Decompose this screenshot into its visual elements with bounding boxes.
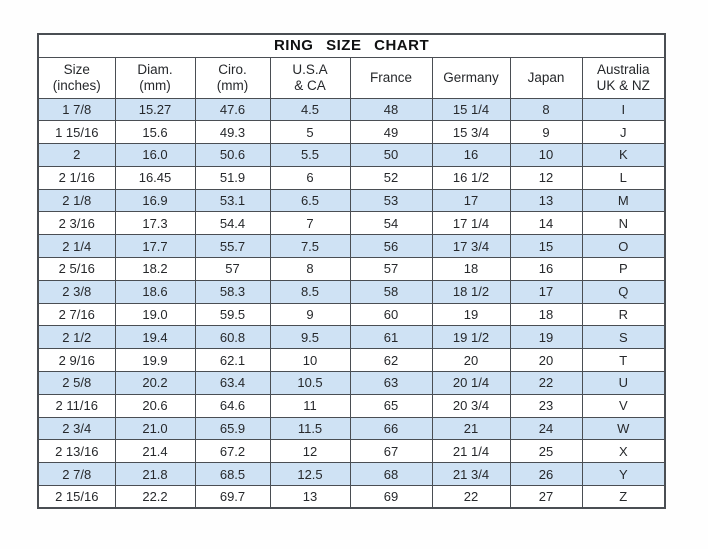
ring-size-chart-table (37, 33, 666, 509)
table-cell: 5.5 (270, 144, 350, 167)
table-cell: 18 1/2 (432, 280, 510, 303)
table-cell: 58.3 (195, 280, 270, 303)
table-cell: 1 15/16 (38, 121, 115, 144)
table-row (38, 349, 665, 372)
column-header-line1: Germany (443, 69, 499, 85)
column-header-line2: (mm) (216, 77, 249, 93)
table-cell: 53 (350, 189, 432, 212)
page-title: RING SIZE CHART (38, 34, 665, 57)
table-title-row (38, 34, 665, 57)
table-cell: 2 1/16 (38, 166, 115, 189)
column-header-line1: Size (63, 61, 90, 77)
table-cell: 2 5/8 (38, 372, 115, 395)
column-header-line2: UK & NZ (596, 77, 650, 93)
table-row (38, 486, 665, 509)
table-cell: W (582, 417, 665, 440)
table-cell: 18.6 (115, 280, 195, 303)
table-cell: 24 (510, 417, 582, 440)
table-cell: 68 (350, 463, 432, 486)
table-cell: 50 (350, 144, 432, 167)
table-cell: 8.5 (270, 280, 350, 303)
table-cell: 2 1/2 (38, 326, 115, 349)
table-cell: 21.4 (115, 440, 195, 463)
table-cell: 2 13/16 (38, 440, 115, 463)
table-cell: 20.6 (115, 394, 195, 417)
table-cell: 2 7/16 (38, 303, 115, 326)
column-header-size-inches (38, 57, 115, 98)
table-cell: 57 (350, 258, 432, 281)
table-cell: 21 3/4 (432, 463, 510, 486)
table-cell: 25 (510, 440, 582, 463)
table-cell: 68.5 (195, 463, 270, 486)
table-cell: J (582, 121, 665, 144)
table-cell: 15.6 (115, 121, 195, 144)
table-cell: O (582, 235, 665, 258)
table-cell: 4.5 (270, 98, 350, 121)
column-header-diam-mm (115, 57, 195, 98)
table-cell: 1 7/8 (38, 98, 115, 121)
table-cell: 52 (350, 166, 432, 189)
table-cell: 17 (432, 189, 510, 212)
table-cell: 19.0 (115, 303, 195, 326)
table-row (38, 372, 665, 395)
table-cell: V (582, 394, 665, 417)
table-cell: 11.5 (270, 417, 350, 440)
column-header-line2: (inches) (52, 77, 101, 93)
table-cell: Y (582, 463, 665, 486)
table-cell: 64.6 (195, 394, 270, 417)
table-cell: 21 1/4 (432, 440, 510, 463)
table-cell: 66 (350, 417, 432, 440)
table-cell: 54.4 (195, 212, 270, 235)
table-row (38, 326, 665, 349)
table-cell: 65 (350, 394, 432, 417)
table-cell: 21.8 (115, 463, 195, 486)
table-cell: 12 (510, 166, 582, 189)
table-cell: 2 7/8 (38, 463, 115, 486)
table-cell: 6 (270, 166, 350, 189)
table-cell: 54 (350, 212, 432, 235)
table-cell: 59.5 (195, 303, 270, 326)
table-cell: 7 (270, 212, 350, 235)
table-cell: T (582, 349, 665, 372)
table-cell: 2 9/16 (38, 349, 115, 372)
table-row (38, 212, 665, 235)
table-row (38, 463, 665, 486)
table-cell: 15 3/4 (432, 121, 510, 144)
table-cell: 18.2 (115, 258, 195, 281)
table-cell: 19 1/2 (432, 326, 510, 349)
table-cell: 60 (350, 303, 432, 326)
table-cell: 19.9 (115, 349, 195, 372)
column-header-line1: Australia (597, 61, 650, 77)
table-cell: 22.2 (115, 486, 195, 509)
table-cell: 22 (510, 372, 582, 395)
column-header-australia-uk-nz (582, 57, 665, 98)
table-cell: M (582, 189, 665, 212)
column-header-france (350, 57, 432, 98)
table-cell: I (582, 98, 665, 121)
table-cell: 15 (510, 235, 582, 258)
column-header-line1: Japan (527, 69, 565, 85)
table-cell: 56 (350, 235, 432, 258)
table-cell: 16.0 (115, 144, 195, 167)
table-cell: 63.4 (195, 372, 270, 395)
table-cell: 8 (270, 258, 350, 281)
table-cell: 26 (510, 463, 582, 486)
table-cell: 20 (432, 349, 510, 372)
table-row (38, 121, 665, 144)
table-cell: 57 (195, 258, 270, 281)
table-row (38, 189, 665, 212)
table-cell: U (582, 372, 665, 395)
table-cell: 10.5 (270, 372, 350, 395)
table-cell: 2 5/16 (38, 258, 115, 281)
table-cell: 2 3/16 (38, 212, 115, 235)
table-cell: 9 (270, 303, 350, 326)
column-header-ciro-mm (195, 57, 270, 98)
column-header-line2: & CA (294, 77, 326, 93)
table-cell: 22 (432, 486, 510, 509)
table-cell: 51.9 (195, 166, 270, 189)
table-cell: 69 (350, 486, 432, 509)
table-cell: 13 (270, 486, 350, 509)
table-cell: 49 (350, 121, 432, 144)
table-row (38, 98, 665, 121)
table-cell: 58 (350, 280, 432, 303)
table-cell: 69.7 (195, 486, 270, 509)
column-header-line1: France (369, 69, 413, 85)
table-head (38, 34, 665, 98)
table-cell: 12.5 (270, 463, 350, 486)
table-cell: 7.5 (270, 235, 350, 258)
column-header-japan (510, 57, 582, 98)
table-cell: 62 (350, 349, 432, 372)
table-cell: 9 (510, 121, 582, 144)
table-cell: N (582, 212, 665, 235)
table-cell: 15.27 (115, 98, 195, 121)
table-cell: 65.9 (195, 417, 270, 440)
table-cell: 2 15/16 (38, 486, 115, 509)
table-cell: Q (582, 280, 665, 303)
table-cell: 67 (350, 440, 432, 463)
table-cell: 20 1/4 (432, 372, 510, 395)
table-cell: P (582, 258, 665, 281)
table-cell: 49.3 (195, 121, 270, 144)
table-cell: Z (582, 486, 665, 509)
ring-size-table-body (38, 98, 665, 508)
table-cell: L (582, 166, 665, 189)
table-row (38, 258, 665, 281)
table-cell: 2 (38, 144, 115, 167)
table-cell: 20 3/4 (432, 394, 510, 417)
table-row (38, 417, 665, 440)
table-cell: 16 (432, 144, 510, 167)
table-cell: 17 1/4 (432, 212, 510, 235)
column-header-line1: Diam. (137, 61, 173, 77)
table-cell: 5 (270, 121, 350, 144)
table-cell: 67.2 (195, 440, 270, 463)
table-cell: 20 (510, 349, 582, 372)
table-cell: 21 (432, 417, 510, 440)
table-cell: 2 1/8 (38, 189, 115, 212)
table-cell: 19.4 (115, 326, 195, 349)
table-cell: 21.0 (115, 417, 195, 440)
table-cell: 16 (510, 258, 582, 281)
table-cell: 19 (510, 326, 582, 349)
table-cell: 18 (510, 303, 582, 326)
table-row (38, 166, 665, 189)
table-cell: K (582, 144, 665, 167)
table-cell: 2 11/16 (38, 394, 115, 417)
table-cell: 60.8 (195, 326, 270, 349)
table-cell: 20.2 (115, 372, 195, 395)
table-header-row (38, 57, 665, 98)
table-cell: 53.1 (195, 189, 270, 212)
table-cell: 8 (510, 98, 582, 121)
table-cell: 18 (432, 258, 510, 281)
table-cell: 17.3 (115, 212, 195, 235)
table-cell: 2 3/4 (38, 417, 115, 440)
table-cell: 55.7 (195, 235, 270, 258)
table-cell: 61 (350, 326, 432, 349)
table-cell: 10 (510, 144, 582, 167)
table-cell: X (582, 440, 665, 463)
table-cell: 23 (510, 394, 582, 417)
column-header-line2: (mm) (139, 77, 171, 93)
table-cell: 16.45 (115, 166, 195, 189)
table-cell: 27 (510, 486, 582, 509)
table-cell: 17.7 (115, 235, 195, 258)
table-cell: 6.5 (270, 189, 350, 212)
column-header-usa-ca (270, 57, 350, 98)
table-cell: 2 3/8 (38, 280, 115, 303)
table-cell: 48 (350, 98, 432, 121)
table-cell: 47.6 (195, 98, 270, 121)
table-cell: 12 (270, 440, 350, 463)
table-cell: 13 (510, 189, 582, 212)
table-row (38, 303, 665, 326)
table-cell: 2 1/4 (38, 235, 115, 258)
column-header-line1: U.S.A (292, 61, 328, 77)
table-cell: 63 (350, 372, 432, 395)
table-cell: 19 (432, 303, 510, 326)
table-row (38, 144, 665, 167)
table-row (38, 394, 665, 417)
table-row (38, 235, 665, 258)
table-cell: 16.9 (115, 189, 195, 212)
table-row (38, 280, 665, 303)
table-cell: 9.5 (270, 326, 350, 349)
table-cell: 10 (270, 349, 350, 372)
table-cell: 15 1/4 (432, 98, 510, 121)
table-cell: 50.6 (195, 144, 270, 167)
table-cell: R (582, 303, 665, 326)
column-header-germany (432, 57, 510, 98)
table-cell: 62.1 (195, 349, 270, 372)
table-cell: 17 (510, 280, 582, 303)
table-cell: S (582, 326, 665, 349)
table-row (38, 440, 665, 463)
table-cell: 17 3/4 (432, 235, 510, 258)
table-cell: 16 1/2 (432, 166, 510, 189)
column-header-line1: Ciro. (218, 61, 247, 77)
table-cell: 11 (270, 394, 350, 417)
table-cell: 14 (510, 212, 582, 235)
